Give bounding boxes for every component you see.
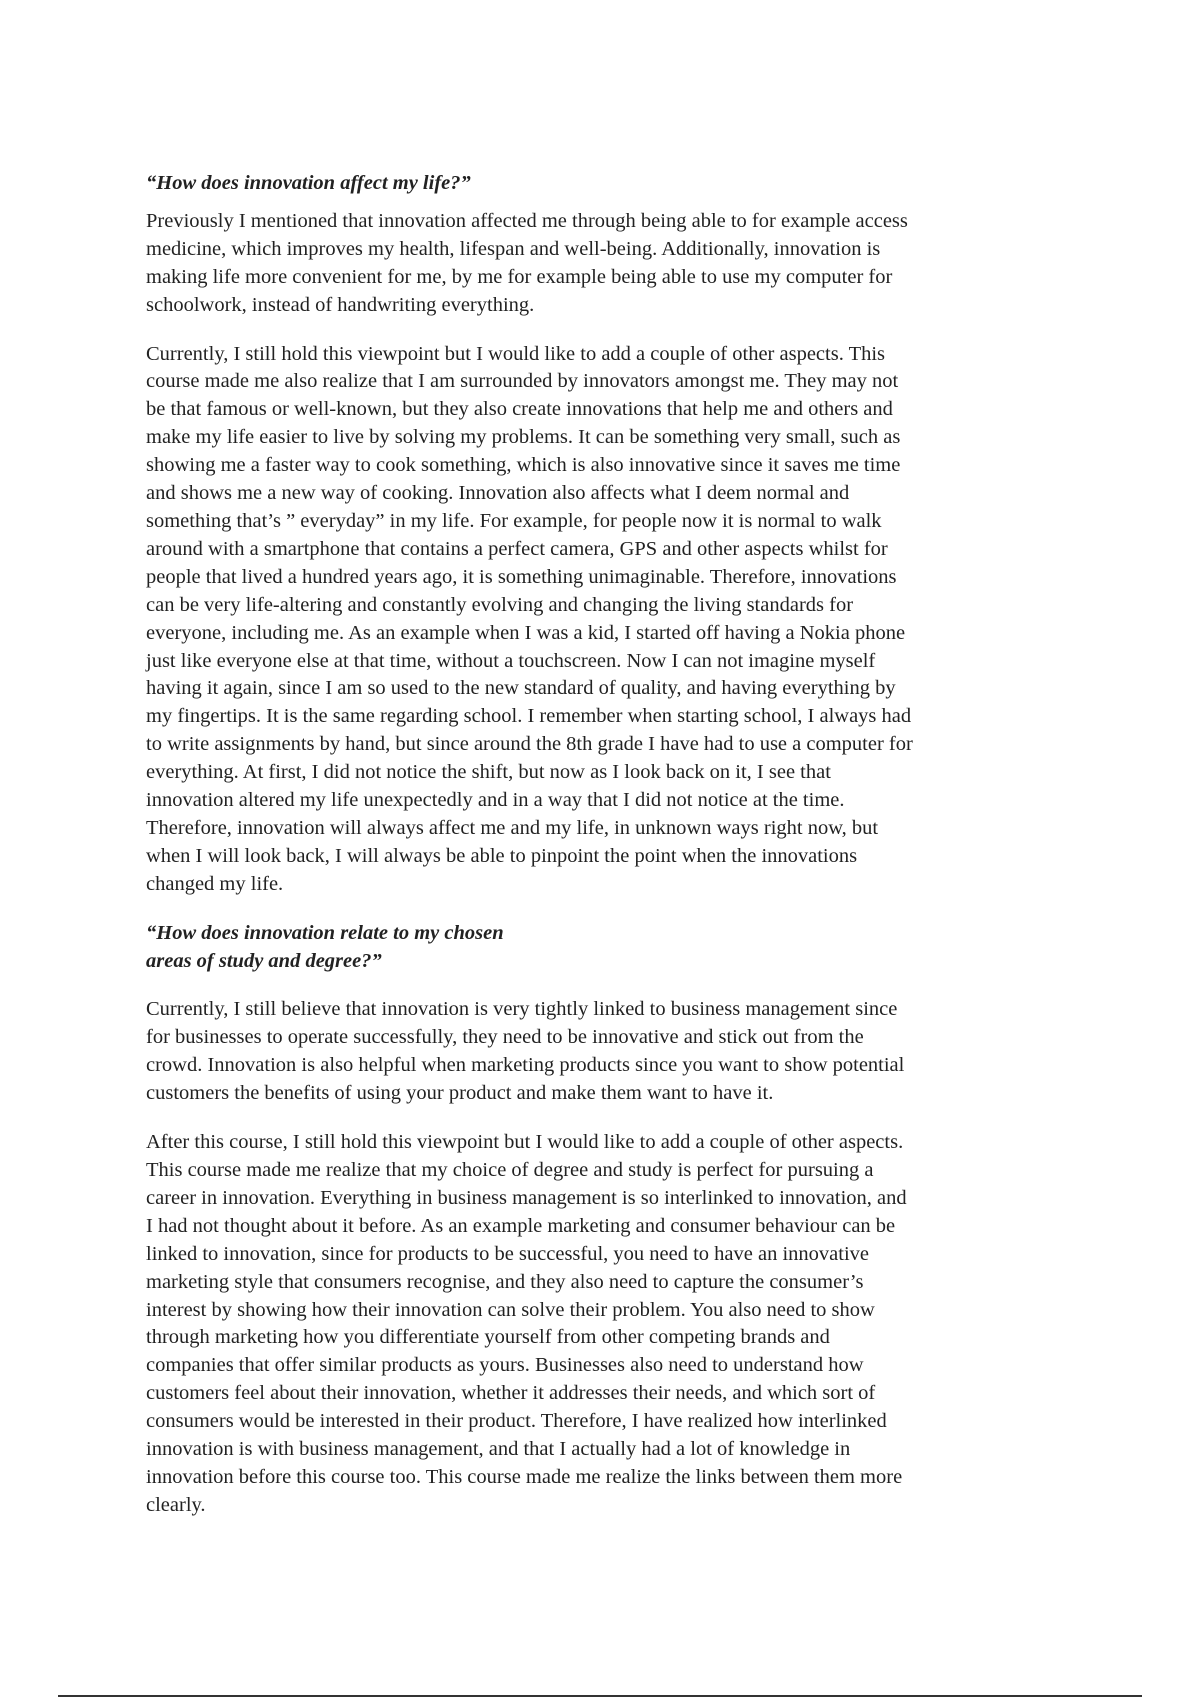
paragraph-previous-view: Previously I mentioned that innovation affected me through being able to for example access medicine, which improves my health, lifespan and well-being. Additionally, innovation is making life more convenient for me, by me for example being able to use my computer for schoolwork, instead of handwriting everything. (146, 209, 908, 316)
paragraph-business-link: Currently, I still believe that innovation is very tightly linked to business management since for businesses to operate successfully, they need to be innovative and stick out from the crowd. Innovation is also helpful when marketing products since you want to show potential customers the benefits of using your product and make them want to have it. (146, 998, 905, 1105)
section-heading-innovation-life: “How does innovation affect my life?” (146, 172, 471, 194)
footer-divider (58, 1695, 1142, 1697)
document-page (146, 170, 1076, 1520)
paragraph-after-course: After this course, I still hold this viewpoint but I would like to add a couple of other aspects. This course made me realize that my choice of degree and study is perfect for pursuing a career in innovation. Everything in business management is so interlinked to innovation, and I had not thought about it before. As an example marketing and consumer behaviour can be linked to innovation, since for products to be successful, you need to have an innovative marketing style that consumers recognise, and they also need to capture the consumer’s interest by showing how their innovation can solve their problem. You also need to show through marketing how you differentiate yourself from other competing brands and companies that offer similar products as yours. Businesses also need to understand how customers feel about their innovation, whether it addresses their needs, and which sort of consumers would be interested in their product. Therefore, I have realized how interlinked innovation is with business management, and that I actually had a lot of knowledge in innovation before this course too. This course made me realize the links between them more clearly. (146, 1131, 907, 1516)
section-heading-study-degree: “How does innovation relate to my chosen areas of study and degree?” (146, 921, 504, 972)
paragraph-current-view: Currently, I still hold this viewpoint but I would like to add a couple of other aspects. This course made me also realize that I am surrounded by innovators amongst me. They may not be that famous or well-known, but they also create innovations that help me and others and make my life easier to live by solving my problems. It can be something very small, such as showing me a faster way to cook something, which is also innovative since it saves me time and shows me a new way of cooking. Innovation also affects what I deem normal and something that’s ” everyday” in my life. For example, for people now it is normal to walk around with a smartphone that contains a perfect camera, GPS and other aspects whilst for people that lived a hundred years ago, it is something unimaginable. Therefore, innovations can be very life-altering and constantly evolving and changing the living standards for everyone, including me. As an example when I was a kid, I started off having a Nokia phone just like everyone else at that time, without a touchscreen. Now I can not imagine myself having it again, since I am so used to the new standard of quality, and having everything by my fingertips. It is the same regarding school. I remember when starting school, I always had to write assignments by hand, but since around the 8th grade I have had to use a computer for everything. At first, I did not notice the shift, but now as I look back on it, I see that innovation altered my life unexpectedly and in a way that I did not notice at the time. Therefore, innovation will always affect me and my life, in unknown ways right now, but when I will look back, I will always be able to pinpoint the point when the innovations changed my life. (146, 342, 913, 895)
